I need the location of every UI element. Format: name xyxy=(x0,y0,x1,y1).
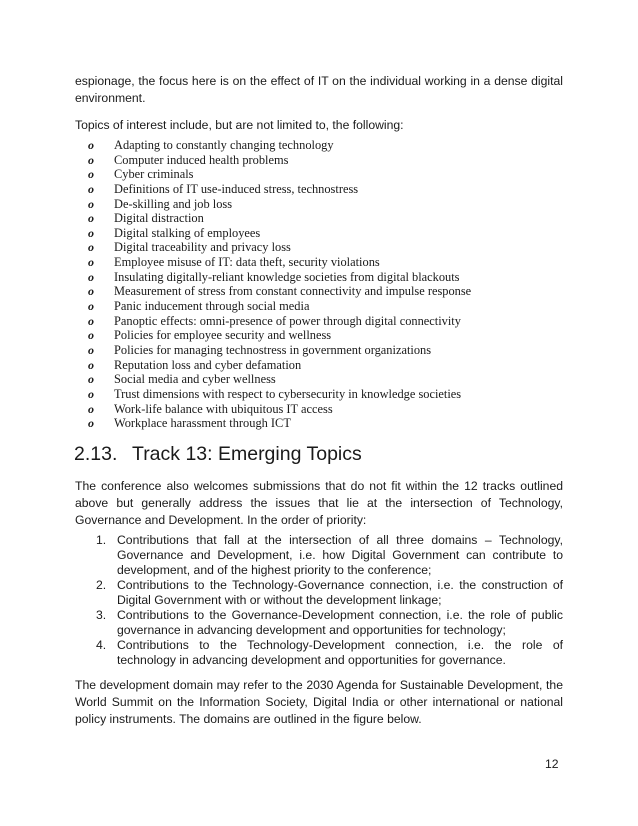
priority-text: Contributions to the Governance-Development connection, i.e. the role of public governance in advancing development and opportunities for technology; xyxy=(117,608,563,637)
closing-paragraph: The development domain may refer to the 2030 Agenda for Sustainable Development, the World Summit on the Information Society, Digital India or other international or national policy instruments. The domains are outlined in the figure below. xyxy=(75,678,563,726)
list-item-text: Panoptic effects: omni-presence of power through digital connectivity xyxy=(114,313,461,328)
list-item xyxy=(75,372,565,387)
list-item-text: Definitions of IT use-induced stress, technostress xyxy=(114,181,359,196)
bullet-marker: o xyxy=(88,386,94,401)
list-item xyxy=(75,402,565,417)
bullet-marker: o xyxy=(88,196,94,211)
list-item xyxy=(75,314,565,329)
priority-item xyxy=(75,578,563,608)
bullet-marker: o xyxy=(88,328,94,343)
list-item-text: Reputation loss and cyber defamation xyxy=(114,357,302,372)
priority-number: 1. xyxy=(96,533,107,547)
track-intro-paragraph: The conference also welcomes submissions that do not fit within the 12 tracks outlined above but generally address the issues that lie at the intersection of Technology, Governance and Development. In the order of priority: xyxy=(75,479,563,527)
list-item-text: Digital traceability and privacy loss xyxy=(114,240,291,255)
list-item-text: Adapting to constantly changing technology xyxy=(114,138,334,152)
list-item-text: De-skilling and job loss xyxy=(114,196,233,211)
page-number: 12 xyxy=(545,757,559,771)
section-title: Track 13: Emerging Topics xyxy=(132,443,362,465)
list-item-text: Digital stalking of employees xyxy=(114,225,261,240)
list-item-text: Trust dimensions with respect to cybersecurity in knowledge societies xyxy=(114,386,462,401)
list-item xyxy=(75,343,565,358)
list-item xyxy=(75,387,565,402)
bullet-marker: o xyxy=(88,284,94,299)
bullet-marker: o xyxy=(88,401,94,416)
priority-text: Contributions to the Technology-Development connection, i.e. the role of technology in advancing development and opportunities for governance. xyxy=(117,638,563,667)
bullet-marker: o xyxy=(88,313,94,328)
priority-list xyxy=(75,533,563,668)
priority-item xyxy=(75,638,563,668)
bullet-marker: o xyxy=(88,240,94,255)
list-item xyxy=(75,255,565,270)
list-item xyxy=(75,270,565,285)
bullet-marker: o xyxy=(88,167,94,182)
priority-item xyxy=(75,608,563,638)
priority-number: 2. xyxy=(96,578,107,592)
list-item-text: Employee misuse of IT: data theft, security violations xyxy=(114,255,380,270)
list-item-text: Panic inducement through social media xyxy=(114,299,310,314)
list-item-text: Measurement of stress from constant connectivity and impulse response xyxy=(114,284,472,299)
bullet-marker: o xyxy=(88,255,94,270)
bullet-marker: o xyxy=(88,225,94,240)
list-item-text: Computer induced health problems xyxy=(114,152,289,167)
list-item xyxy=(75,167,565,182)
list-item-text: Cyber criminals xyxy=(114,167,194,182)
list-item-text: Workplace harassment through ICT xyxy=(114,416,291,431)
bullet-marker: o xyxy=(88,152,94,167)
bullet-marker: o xyxy=(88,181,94,196)
bullet-marker: o xyxy=(88,269,94,284)
list-item xyxy=(75,182,565,197)
topics-lead-paragraph: Topics of interest include, but are not limited to, the following: xyxy=(75,118,404,132)
list-item xyxy=(75,226,565,241)
priority-item xyxy=(75,533,563,578)
list-item xyxy=(75,138,565,153)
bullet-marker: o xyxy=(88,342,94,357)
priority-text: Contributions to the Technology-Governance connection, i.e. the construction of Digital Government with or without the development linkage; xyxy=(117,578,563,607)
priority-number: 4. xyxy=(96,638,107,652)
list-item xyxy=(75,299,565,314)
bullet-marker: o xyxy=(88,357,94,372)
list-item xyxy=(75,358,565,373)
list-item xyxy=(75,153,565,168)
section-heading xyxy=(74,441,362,467)
list-item-text: Policies for employee security and wellness xyxy=(114,328,332,343)
list-item-text: Policies for managing technostress in government organizations xyxy=(114,342,432,357)
list-item-text: Insulating digitally-reliant knowledge societies from digital blackouts xyxy=(114,269,460,284)
bullet-marker: o xyxy=(88,299,94,314)
bullet-marker: o xyxy=(88,211,94,226)
topics-list xyxy=(75,138,565,431)
list-item xyxy=(75,284,565,299)
bullet-marker: o xyxy=(88,372,94,387)
list-item-text: Work-life balance with ubiquitous IT access xyxy=(114,401,333,416)
bullet-marker: o xyxy=(88,138,94,152)
priority-number: 3. xyxy=(96,608,107,622)
intro-paragraph: espionage, the focus here is on the effect of IT on the individual working in a dense digital environment. xyxy=(75,74,563,105)
list-item-text: Digital distraction xyxy=(114,211,204,226)
list-item xyxy=(75,240,565,255)
priority-text: Contributions that fall at the intersection of all three domains – Technology, Governance and Development, i.e. how Digital Government can contribute to development, and of the highest priority to the conference; xyxy=(117,533,563,577)
section-number: 2.13. xyxy=(74,443,118,465)
list-item xyxy=(75,328,565,343)
bullet-marker: o xyxy=(88,416,94,431)
list-item xyxy=(75,211,565,226)
list-item xyxy=(75,416,565,431)
list-item-text: Social media and cyber wellness xyxy=(114,372,276,387)
list-item xyxy=(75,197,565,212)
